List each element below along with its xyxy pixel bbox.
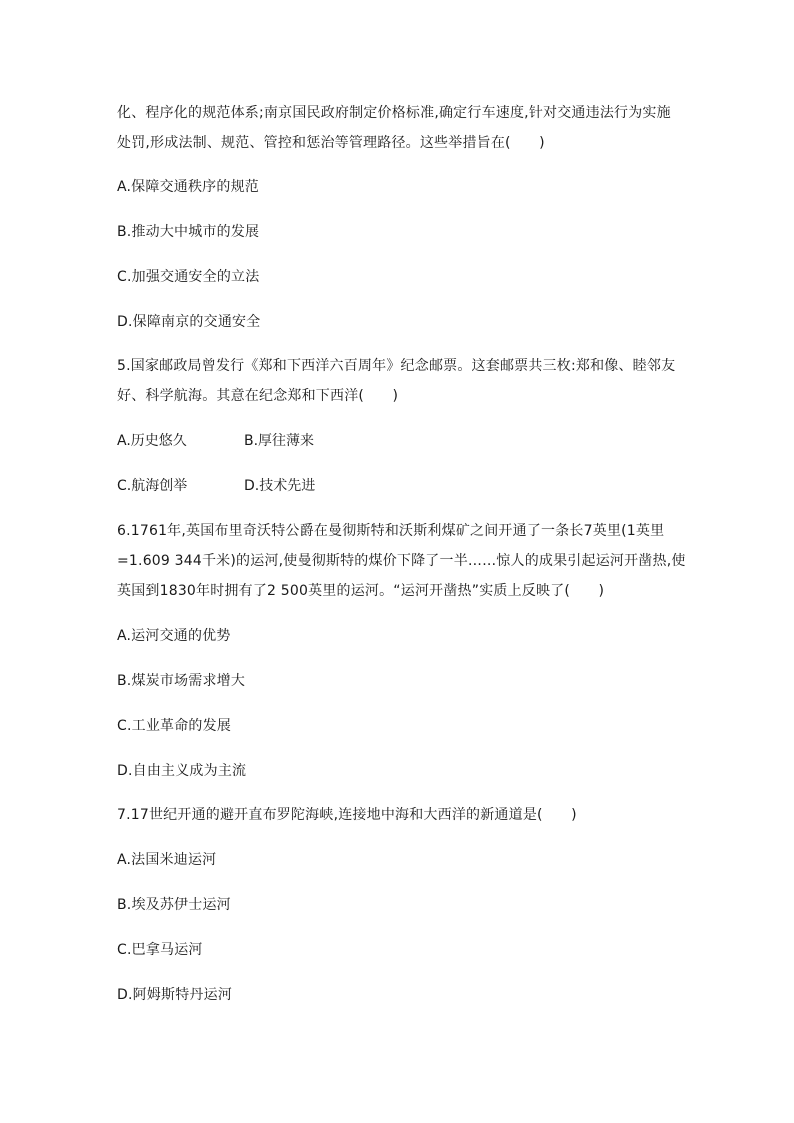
q4-option-c: C.加强交通安全的立法 <box>117 269 260 285</box>
q5-options-row-1 <box>117 431 315 451</box>
q5-option-a: A.历史悠久 <box>117 433 187 449</box>
q4-option-b: B.推动大中城市的发展 <box>117 224 260 240</box>
q5-stem-line-1: 5.国家邮政局曾发行《郑和下西洋六百周年》纪念邮票。这套邮票共三枚:郑和像、睦邻友 <box>117 358 676 374</box>
q7-option-b: B.埃及苏伊士运河 <box>117 897 231 913</box>
q6-stem-line-3: 英国到1830年时拥有了2 500英里的运河。“运河开凿热”实质上反映了( ) <box>117 583 605 599</box>
q5-option-c: C.航海创举 <box>117 478 188 494</box>
q5-option-b: B.厚往薄来 <box>244 433 315 449</box>
q4-option-d: D.保障南京的交通安全 <box>117 314 261 330</box>
q6-option-a: A.运河交通的优势 <box>117 628 231 644</box>
q7-option-d: D.阿姆斯特丹运河 <box>117 987 233 1003</box>
q5-option-d: D.技术先进 <box>244 478 316 494</box>
q5-stem-line-2: 好、科学航海。其意在纪念郑和下西洋( ) <box>117 388 399 404</box>
q4-option-a: A.保障交通秩序的规范 <box>117 179 259 195</box>
q4-stem-line-2: 处罚,形成法制、规范、管控和惩治等管理路径。这些举措旨在( ) <box>117 135 545 151</box>
q5-options-row-2 <box>117 476 316 496</box>
q6-option-c: C.工业革命的发展 <box>117 718 232 734</box>
q7-option-c: C.巴拿马运河 <box>117 942 203 958</box>
q6-stem-line-1: 6.1761年,英国布里奇沃特公爵在曼彻斯特和沃斯利煤矿之间开通了一条长7英里(1英里 <box>117 523 665 539</box>
q6-option-d: D.自由主义成为主流 <box>117 763 247 779</box>
q7-option-a: A.法国米迪运河 <box>117 852 217 868</box>
q6-stem-line-2: =1.609 344千米)的运河,使曼彻斯特的煤价下降了一半……惊人的成果引起运河开凿热,使 <box>117 553 686 569</box>
q7-stem-line-1: 7.17世纪开通的避开直布罗陀海峡,连接地中海和大西洋的新通道是( ) <box>117 807 577 823</box>
q4-stem-line-1: 化、程序化的规范体系;南京国民政府制定价格标准,确定行车速度,针对交通违法行为实施 <box>117 105 671 121</box>
q6-option-b: B.煤炭市场需求增大 <box>117 673 246 689</box>
